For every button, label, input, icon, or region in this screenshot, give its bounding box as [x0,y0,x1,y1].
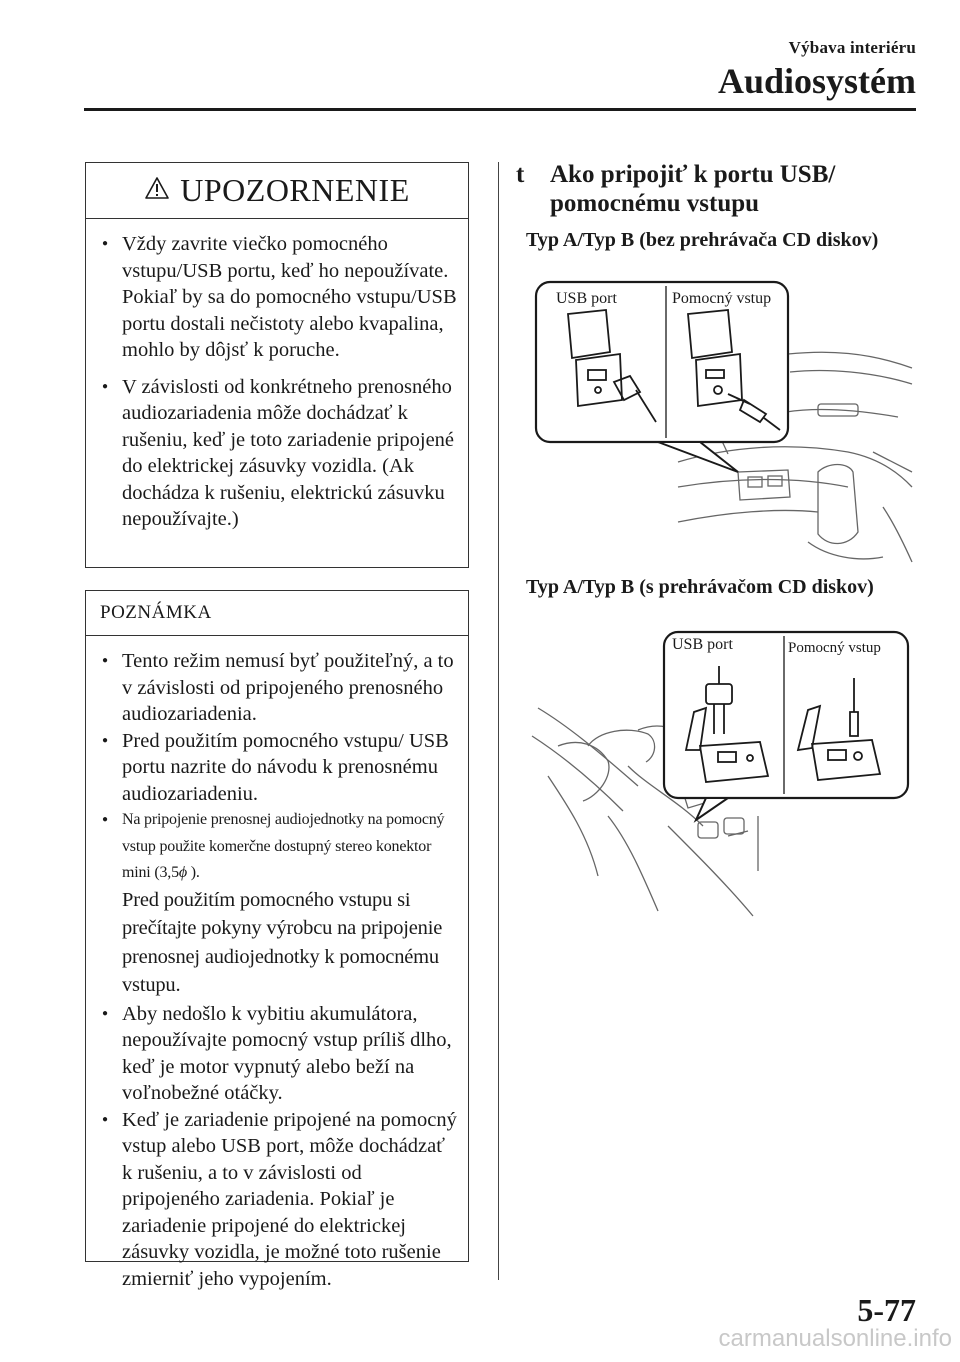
aux-input-label: Pomocný vstup [788,640,881,656]
note-header: POZNÁMKA [86,591,468,636]
section-header-label: Výbava interiéru [788,38,916,57]
note-box [85,590,469,1290]
warning-title: UPOZORNENIE [180,172,410,208]
warning-item: ● Vždy zavrite viečko pomocného vstupu/USB portu, keď ho nepoužívate. Pokiaľ by sa do pomocného vstupu/USB portu dostali nečistoty alebo kvapalina, mohlo by dôjsť k poruche. [100,231,458,364]
section-title: Ako pripojiť k portu USB/ pomocnému vstupu [550,161,836,217]
section-heading [516,160,916,218]
usb-port-label: USB port [672,636,733,653]
note-item: ● Keď je zariadenie pripojené na pomocný vstup alebo USB port, môže dochádzať k rušeniu, a to v závislosti od pripojeného zariadenia. Pokiaľ je zariadenie pripojené do elektrickej zásuvky vozidla, je možné toto rušenie zmierniť jeho vypojením. [100,1107,458,1293]
note-item: ● Aby nedošlo k vybitiu akumulátora, nepoužívajte pomocný vstup príliš dlho, keď je motor vypnutý alebo beží na voľnobežné otáčky. [100,1001,458,1107]
page-title: Audiosystém [717,61,916,101]
figure-console-usb-aux [528,272,913,572]
column-divider [498,162,499,1280]
aux-input-label: Pomocný vstup [672,290,772,307]
header-rule [84,108,916,111]
figure-caption: Typ A/Typ B (s prehrávačom CD diskov) [526,576,874,598]
warning-item: ● V závislosti od konkrétneho prenosného audiozariadenia môže dochádzať k rušeniu, keď je toto zariadenie pripojené do elektrickej zásuvky vozidla. (Ak dochádza k rušeniu, elektrickú zásuvku nepoužívajte.) [100,374,458,533]
note-item-close: ). [186,864,200,881]
note-item: ● Tento režim nemusí byť použiteľný, a to v závislosti od pripojeného prenosného audiozariadenia. [100,648,458,728]
watermark: carmanualsonline.info [718,1325,952,1352]
note-list [86,636,468,1292]
usb-port-label: USB port [556,290,617,307]
figure-caption: Typ A/Typ B (bez prehrávača CD diskov) [526,229,879,251]
note-item [100,807,458,1001]
section-marker: t [516,161,525,188]
warning-list [86,219,468,533]
warning-header [86,163,468,219]
figure-console-cd [528,626,913,921]
warning-box [85,162,469,568]
note-item: ● Pred použitím pomocného vstupu/ USB portu nazrite do návodu k prenosnému audiozariadeniu. [100,728,458,808]
page-number: 5-77 [857,1292,916,1328]
note-item-continuation: Pred použitím pomocného vstupu si prečítajte pokyny výrobcu na pripojenie prenosnej audiojednotky k pomocnému vstupu. [122,888,443,996]
warning-triangle-icon [144,176,170,205]
note-item-text: Na pripojenie prenosnej audiojednotky na pomocný vstup použite komerčne dostupný stereo konektor mini (3,5 [122,811,445,881]
diameter-symbol: ϕ [178,864,187,881]
